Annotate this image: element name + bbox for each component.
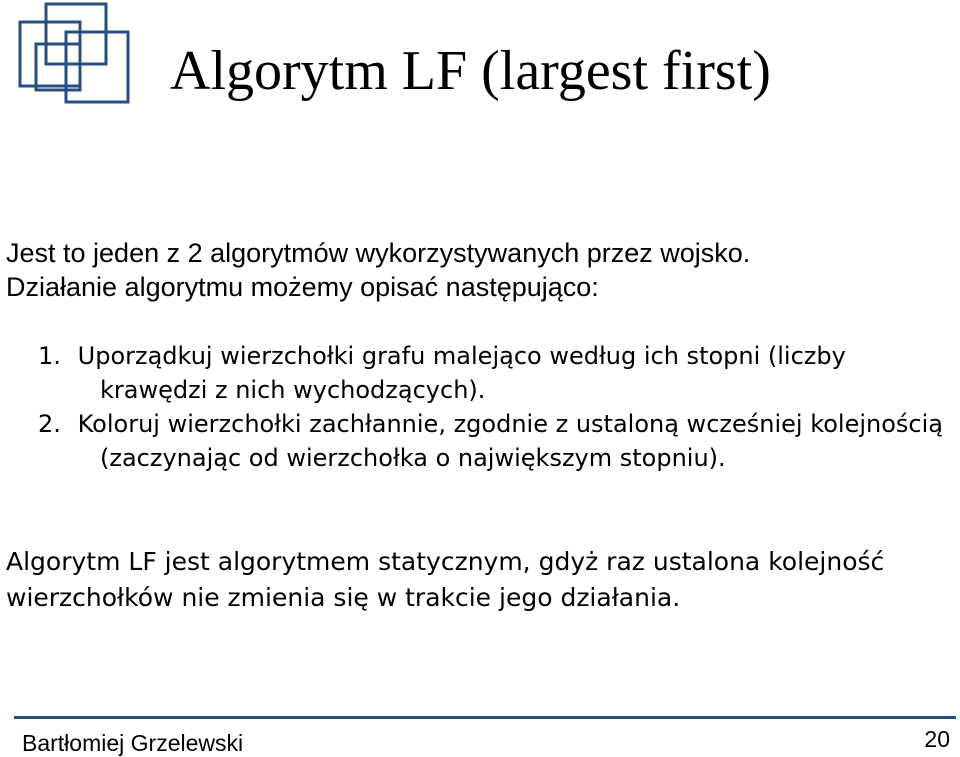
page-number: 20 xyxy=(924,726,950,752)
intro-text xyxy=(6,236,750,304)
algorithm-steps xyxy=(38,339,950,475)
step-number: 2. xyxy=(38,410,61,438)
overlapping-squares-logo-icon xyxy=(18,2,138,106)
step-item xyxy=(38,339,950,407)
intro-line: Działanie algorytmu możemy opisać następująco: xyxy=(6,272,599,302)
author-name: Bartłomiej Grzelewski xyxy=(22,730,244,756)
step-text: Uporządkuj wierzchołki grafu malejąco według ich stopni (liczby krawędzi z nich wychodzących). xyxy=(77,342,846,404)
step-number: 1. xyxy=(38,342,61,370)
footer-divider xyxy=(14,716,956,719)
step-item xyxy=(38,407,950,475)
slide-title: Algorytm LF (largest first) xyxy=(170,40,771,102)
step-text: Koloruj wierzchołki zachłannie, zgodnie z ustaloną wcześniej kolejnością (zaczynając od wierzchołka o największym stopniu). xyxy=(77,410,943,472)
conclusion-text: Algorytm LF jest algorytmem statycznym, gdyż raz ustalona kolejność wierzchołków nie zmienia się w trakcie jego działania. xyxy=(6,547,885,612)
intro-line: Jest to jeden z 2 algorytmów wykorzystywanych przez wojsko. xyxy=(6,238,751,268)
